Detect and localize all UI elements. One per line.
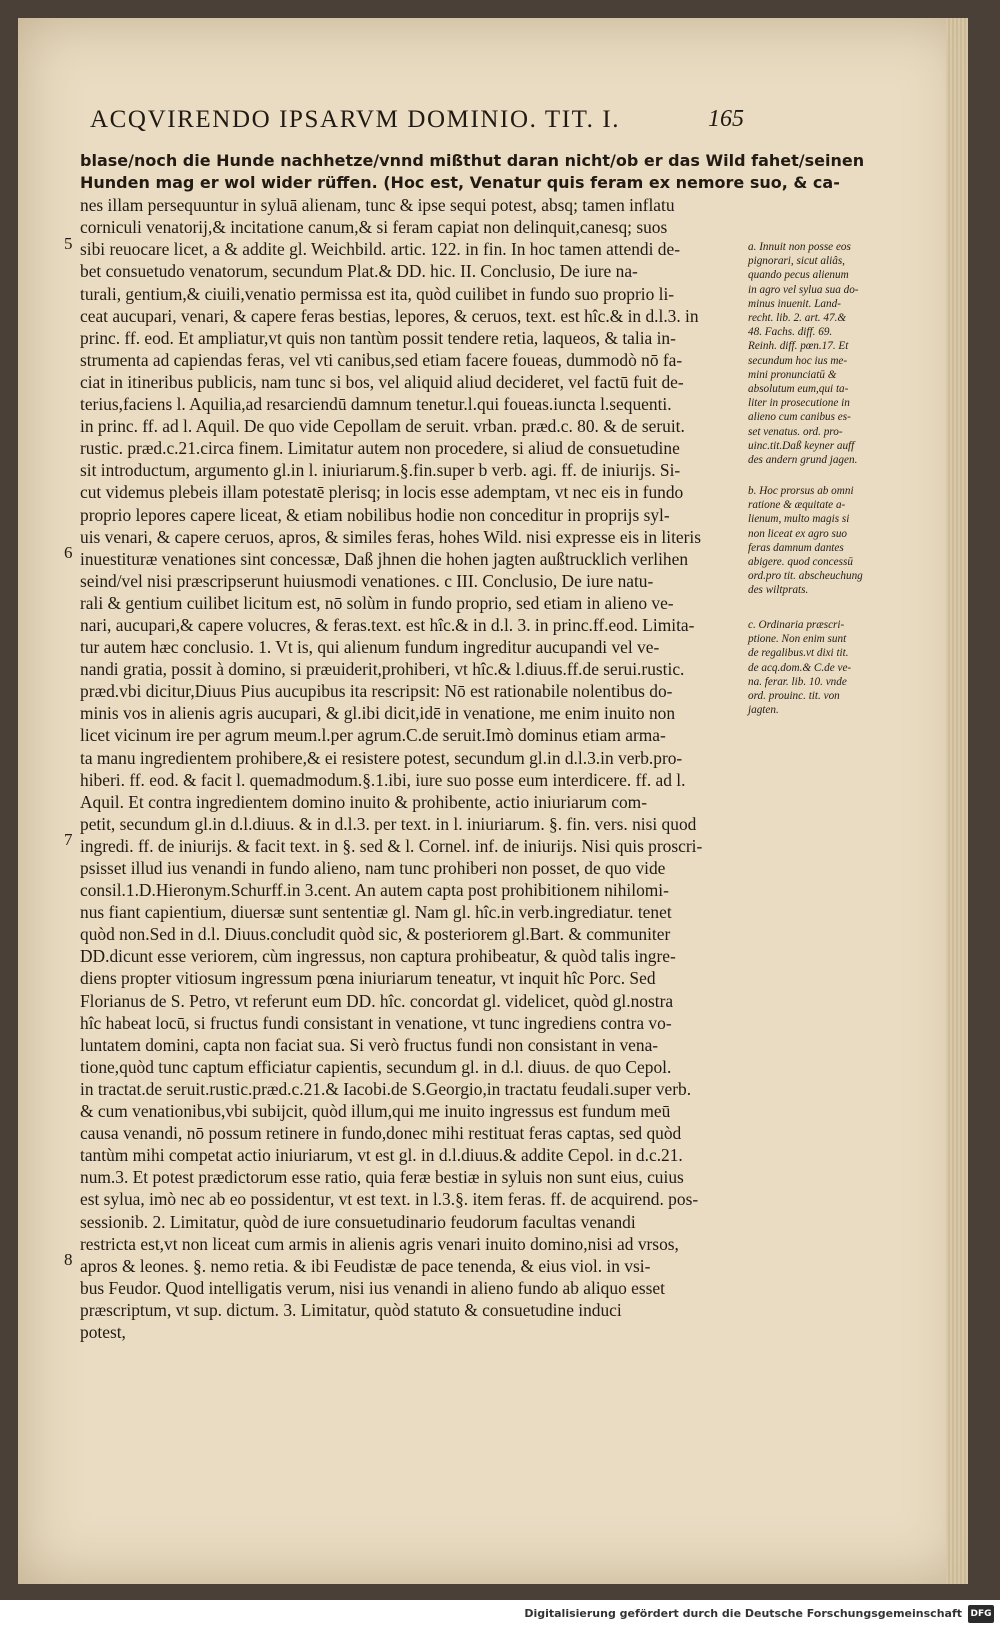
text-line: nandi gratia, possit à domino, si præuiderit,prohiberi, vt hîc.& l.diuus.ff.de serui.rustic.	[80, 659, 685, 680]
margin-note-line: alieno cum canibus es-	[748, 411, 851, 424]
text-line: strumenta ad capiendas feras, vel vti canibus,sed etiam facere foueas, dummodò nō fa-	[80, 349, 683, 370]
text-line: ingredi. ff. de iniurijs. & facit text. in §. sed & l. Cornel. inf. de iniurijs. Nisi quis proscri-	[80, 835, 703, 856]
margin-note-line: jagten.	[748, 704, 779, 717]
line-number: 8	[64, 1250, 73, 1269]
margin-note-line: des wiltprats.	[748, 584, 809, 597]
text-line: bus Feudor. Quod intelligatis verum, nisi ius venandi in alieno fundo ab aliquo esset	[80, 1277, 665, 1298]
text-line: quòd non.Sed in d.l. Diuus.concludit quòd sic, & posteriorem gl.Bart. & communiter	[80, 924, 671, 945]
text-line: rustic. præd.c.21.circa finem. Limitatur autem non procedere, si aliud de consuetudine	[80, 438, 680, 459]
book-page	[18, 18, 968, 1584]
text-line: tantùm mihi competat actio iniuriarum, vt est gl. in d.l.diuus.& addite Cepol. in d.c.21.	[80, 1145, 683, 1166]
margin-note-line: absolutum eum,qui ta-	[748, 383, 849, 396]
margin-note-line: c. Ordinaria præscri-	[748, 619, 845, 631]
text-line: psisset illud ius venandi in fundo alieno, nam tunc prohiberi non posset, de quo vide	[80, 858, 666, 878]
margin-note-line: set venatus. ord. pro-	[748, 425, 843, 438]
text-line: hîc habeat locū, si fructus fundi consistant in venatione, vt tunc ingrediens contra vo-	[80, 1012, 672, 1033]
page-edge	[946, 18, 968, 1584]
text-line: minis vos in alienis agris aucupari, & gl.ibi dicit,idē in venatione, me enim inuito non	[80, 703, 676, 724]
text-line: hiberi. ff. eod. & facit l. quemadmodum.§.1.ibi, iure suo posse eum interdicere. ff. ad l.	[80, 769, 686, 790]
text-line: num.3. Et potest prædictorum esse ratio, quia feræ bestiæ in syluis non sunt eius, cuius	[80, 1167, 684, 1188]
text-line: diens propter vitiosum ingressum pœna iniuriarum teneatur, vt inquit hîc Porc. Sed	[80, 968, 656, 989]
text-line: uis venari, & capere ceruos, apros, & similes feras, hohes Wild. nisi expresse eis in literis	[80, 526, 702, 547]
margin-note-line: de acq.dom.& C.de ve-	[748, 661, 852, 674]
text-line: nes illam persequuntur in syluā alienam, tunc & ipse sequi potest, absq; tamen inflatu	[80, 195, 675, 216]
margin-note	[748, 240, 859, 467]
margin-note-line: recht. lib. 2. art. 47.&	[748, 312, 847, 325]
margin-note-line: secundum hoc ius me-	[748, 354, 848, 367]
text-line: Florianus de S. Petro, vt referunt eum DD. hîc. concordat gl. videlicet, quòd gl.nostra	[80, 990, 674, 1011]
margin-note-line: b. Hoc prorsus ab omni	[748, 485, 854, 497]
text-line: est sylua, imò nec ab eo possidentur, vt est text. in l.3.§. item feras. ff. de acquirend. pos-	[80, 1189, 699, 1210]
running-head: ACQVIRENDO IPSARVM DOMINIO. TIT. I.	[90, 106, 621, 133]
margin-note-line: abigere. quod concessū	[748, 556, 853, 569]
margin-note-line: na. ferar. lib. 10. vnde	[748, 675, 847, 688]
margin-note-line: minus inuenit. Land-	[748, 297, 841, 310]
text-line: causa venandi, nō possum retinere in fundo,donec mihi restituat feras captas, sed quòd	[80, 1123, 682, 1144]
margin-note	[748, 618, 851, 717]
page-number: 165	[708, 106, 744, 132]
text-line: luntatem domini, capta non faciat sua. Si verò fructus fundi non consistant in vena-	[80, 1034, 659, 1055]
text-line: præscriptum, vt sup. dictum. 3. Limitatur, quòd statuto & consuetudine induci	[80, 1299, 622, 1320]
line-number: 5	[64, 234, 73, 253]
line-number: 6	[64, 543, 73, 562]
text-line: sit introductum, argumento gl.in l. iniuriarum.§.fin.super b verb. agi. ff. de iniurijs. Si-	[80, 460, 681, 481]
margin-note	[748, 484, 863, 598]
text-line: potest,	[80, 1321, 126, 1342]
margin-note-line: ord. prouinc. tit. von	[748, 690, 840, 703]
dfg-logo-icon: DFG	[968, 1605, 994, 1623]
text-line: DD.dicunt esse veriorem, cùm ingressus, non captura prohibeatur, & quòd talis ingre-	[80, 946, 676, 967]
text-line: cut videmus plebeis illam potestatē plerisq; in locis esse ademptam, vt nec eis in fundo	[80, 482, 684, 503]
text-line: sessionib. 2. Limitatur, quòd de iure consuetudinario feudorum facultas venandi	[80, 1211, 636, 1232]
text-line: Hunden mag er wol wider rüffen. (Hoc est, Venatur quis feram ex nemore suo, & ca-	[80, 173, 840, 193]
text-line: corniculi venatorij,& incitatione canum,& si feram capiat non delinquit,canesq; suos	[80, 217, 668, 238]
margin-note-line: Reinh. diff. pœn.17. Et	[748, 340, 849, 353]
text-line: consil.1.D.Hieronym.Schurff.in 3.cent. An autem capta post prohibitionem nihilomi-	[80, 880, 669, 901]
margin-note-line: in agro vel sylua sua do-	[748, 283, 859, 296]
margin-note-line: non liceat ex agro suo	[748, 527, 848, 540]
margin-note-line: a. Innuit non posse eos	[748, 241, 851, 253]
margin-note-line: de regalibus.vt dixi tit.	[748, 647, 849, 660]
text-line: & cum venationibus,vbi subijcit, quòd illum,qui me inuito ingressus est fundum meū	[80, 1101, 671, 1122]
margin-note-line: lienum, multo magis si	[748, 513, 850, 526]
margin-note-line: uinc.tit.Daß keyner auff	[748, 439, 855, 452]
text-line: princ. ff. eod. Et ampliatur,vt quis non tantùm possit tendere retia, laqueos, & talia in-	[80, 327, 676, 348]
text-line: terius,faciens l. Aquilia,ad resarciendū damnum tenetur.l.qui foueas.iuncta l.sequenti.	[80, 394, 672, 415]
footer-bar	[0, 1600, 1000, 1629]
text-line: inuestituræ venationes sint concessæ, Daß jhnen die hohen jagten außtrucklich verlihen	[80, 548, 689, 569]
text-line: tione,quòd tunc captum efficiatur capientis, secundum gl. in d.l. diuus. de quo Cepol.	[80, 1056, 672, 1077]
text-line: in tractat.de seruit.rustic.præd.c.21.& Iacobi.de S.Georgio,in tractatu feudali.super verb.	[80, 1078, 692, 1099]
text-line: in princ. ff. ad l. Aquil. De quo vide Cepollam de seruit. vrban. præd.c. 80. & de seruit.	[80, 416, 685, 437]
text-line: licet vicinum ire per agrum meum.l.per agrum.C.de seruit.Imò dominus etiam arma-	[80, 725, 666, 746]
text-line: proprio lepores capere liceat, & etiam nobilibus hodie non conceditur in proprijs syl-	[80, 504, 670, 525]
text-line: turali, gentium,& ciuili,venatio permissa est ita, quòd cuilibet in fundo suo proprio li-	[80, 283, 675, 304]
text-line: ciat in itineribus publicis, nam tunc si bos, vel aliquid aliud decideret, vel factū fuit de-	[80, 371, 684, 392]
margin-note-line: feras damnum dantes	[748, 541, 844, 554]
text-line: ceat aucupari, venari, & capere feras bestias, lepores, & ceruos, text. est hîc.& in d.l.3. in	[80, 305, 699, 326]
margin-note-line: ptione. Non enim sunt	[748, 633, 847, 646]
text-line: bet consuetudo venatorum, secundum Plat.& DD. hic. II. Conclusio, De iure na-	[80, 261, 638, 282]
text-line: sibi reuocare licet, a & addite gl. Weichbild. artic. 122. in fin. In hoc tamen attendi de-	[80, 239, 680, 260]
margin-note-line: 48. Fachs. diff. 69.	[748, 326, 833, 339]
margin-note-line: mini pronunciatū &	[748, 368, 837, 381]
text-line: ta manu ingredientem prohibere,& ei resistere potest, secundum gl.in d.l.3.in verb.pro-	[80, 747, 683, 768]
margin-note-line: ord.pro tit. abscheuchung	[748, 570, 863, 583]
text-line: Aquil. Et contra ingredientem domino inuito & prohibente, actio iniuriarum com-	[80, 791, 647, 812]
margin-note-line: ratione & æquitate a-	[748, 499, 846, 512]
text-line: petit, secundum gl.in d.l.diuus. & in d.l.3. per text. in l. iniuriarum. §. fin. vers. nisi quod	[80, 813, 697, 834]
text-line: seind/vel nisi præscripserunt huiusmodi venationes. c III. Conclusio, De iure natu-	[80, 570, 654, 591]
text-line: tur autem hæc conclusio. 1. Vt is, qui alienum fundum ingreditur aucupandi vel ve-	[80, 637, 660, 658]
funding-credit: Digitalisierung gefördert durch die Deutsche Forschungsgemeinschaft	[524, 1607, 962, 1620]
text-line: nus fiant capientium, diuersæ sunt sententiæ gl. Nam gl. hîc.in verb.ingrediatur. tenet	[80, 902, 672, 923]
text-line: restricta est,vt non liceat cum armis in alienis agris venari inuito domino,nisi ad vrsos,	[80, 1233, 679, 1254]
line-number: 7	[64, 830, 73, 849]
margin-note-line: des andern grund jagen.	[748, 454, 858, 467]
text-line: apros & leones. §. nemo retia. & ibi Feudistæ de pace tenenda, & eius viol. in vsi-	[80, 1255, 651, 1276]
text-line: blase/noch die Hunde nachhetze/vnnd mißthut daran nicht/ob er das Wild fahet/seinen	[80, 151, 865, 170]
margin-note-line: pignorari, sicut aliâs,	[748, 255, 845, 268]
text-line: præd.vbi dicitur,Diuus Pius aucupibus ita rescripsit: Nō est rationabile nolentibus do-	[80, 681, 673, 702]
text-line: nari, aucupari,& capere volucres, & feras.text. est hîc.& in d.l. 3. in princ.ff.eod. Limita-	[80, 614, 695, 635]
margin-note-line: liter in prosecutione in	[748, 397, 850, 410]
text-line: rali & gentium cuilibet licitum est, nō solùm in fundo proprio, sed etiam in alieno ve-	[80, 592, 674, 613]
margin-note-line: quando pecus alienum	[748, 269, 849, 282]
